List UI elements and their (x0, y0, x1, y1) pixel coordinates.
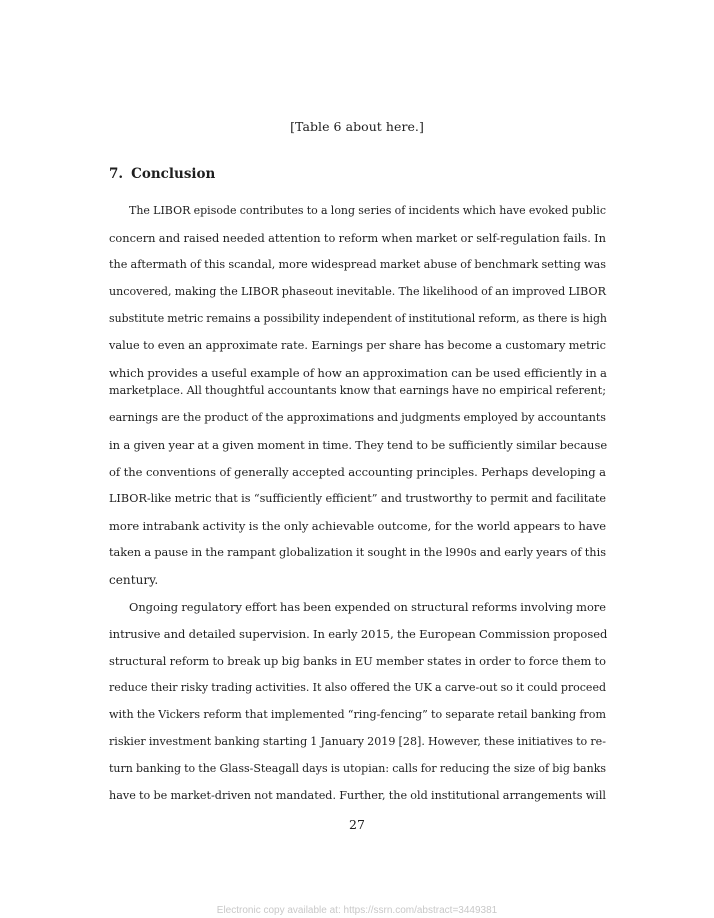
paragraph-1-line: of the conventions of generally accepted accounting principles. Perhaps developing a (109, 465, 606, 479)
paragraph-2-line: structural reform to break up big banks in EU member states in order to force them to (109, 654, 606, 668)
paragraph-1-line: LIBOR-like metric that is “sufficiently efficient” and trustworthy to permit and facilitate (109, 492, 606, 505)
paragraph-2-line: with the Vickers reform that implemented “ring-fencing” to separate retail banking from (109, 708, 606, 721)
paragraph-1-line: which provides a useful example of how an approximation can be used efficiently in a (109, 366, 607, 380)
paragraph-1-line: concern and raised needed attention to reform when market or self-regulation fails. In (109, 231, 606, 245)
footer-note: Electronic copy available at: https://ssrn.com/abstract=3449381 (216, 905, 498, 916)
page-number: 27 (349, 817, 365, 832)
paragraph-2-line: turn banking to the Glass-Steagall days is utopian: calls for reducing the size of big banks (109, 762, 606, 775)
paragraph-1-line: marketplace. All thoughtful accountants know that earnings have no empirical referent; (109, 384, 606, 397)
section-heading (109, 164, 215, 184)
paragraph-1-line: in a given year at a given moment in time. They tend to be sufficiently similar because (109, 438, 608, 452)
section-title: Conclusion (131, 166, 216, 182)
section-number: 7. (109, 166, 124, 182)
table-placeholder-note: [Table 6 about here.] (290, 119, 424, 134)
paragraph-1-line: the aftermath of this scandal, more widespread market abuse of benchmark setting was (109, 258, 606, 271)
paragraph-1-line: taken a pause in the rampant globalization it sought in the l990s and early years of this (109, 546, 606, 559)
paragraph-2-line: intrusive and detailed supervision. In early 2015, the European Commission proposed (109, 627, 608, 641)
paragraph-1-line: more intrabank activity is the only achievable outcome, for the world appears to have (109, 519, 606, 533)
paragraph-2-line: riskier investment banking starting 1 January 2019 [28]. However, these initiatives to re- (109, 735, 606, 748)
paragraph-1-line: century. (109, 573, 159, 587)
paragraph-1-line: substitute metric remains a possibility independent of institutional reform, as there is high (109, 312, 607, 325)
paragraph-2-line: Ongoing regulatory effort has been expended on structural reforms involving more (129, 600, 606, 614)
paragraph-1-line: The LIBOR episode contributes to a long series of incidents which have evoked public (129, 204, 606, 217)
paragraph-2-line: have to be market-driven not mandated. Further, the old institutional arrangements will (109, 789, 606, 802)
paragraph-1-line: earnings are the product of the approximations and judgments employed by accountants (109, 411, 606, 424)
paragraph-2-line: reduce their risky trading activities. It also offered the UK a carve-out so it could proceed (109, 681, 606, 694)
paragraph-1-line: uncovered, making the LIBOR phaseout inevitable. The likelihood of an improved LIBOR (109, 285, 606, 298)
paragraph-1-line: value to even an approximate rate. Earnings per share has become a customary metric (109, 339, 606, 352)
